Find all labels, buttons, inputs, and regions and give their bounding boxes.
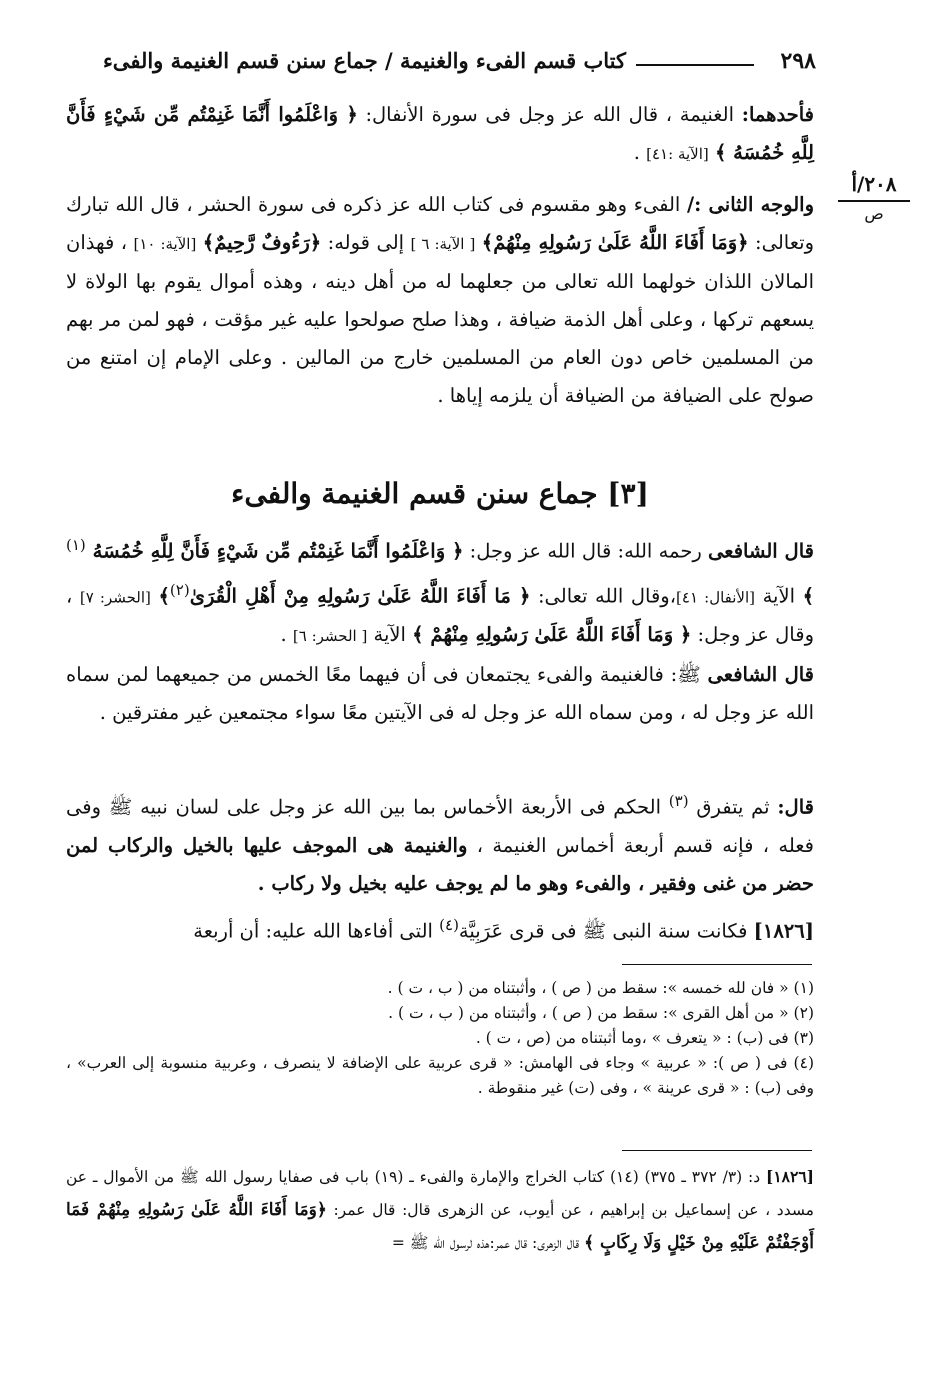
footnote-marker: (٢) <box>169 580 190 599</box>
page-number: ٢٩٨ <box>780 48 816 74</box>
paragraph-text: ، فهذان المالان اللذان خولهما الله تعالى من جعلهما له من أهل دينه ، وهذه أموال يقوم بها الولاة لا يسعهم تركها ، وعلى أهل الذمة ضيافة ، وهذا صلح صولحوا عليه غير مؤقت ، فهو لمن مر بهم من المسلمين خاص دون العام من المسلمين خارج من المالين . وعلى الإمام إن امتنع من صولح على الضيافة من الضيافة أن يلزمه إياها . <box>66 231 814 407</box>
quran-verse: ﴿وَمَا أَفَاءَ اللَّهُ عَلَىٰ رَسُولِهِ مِنْهُمْ فَمَا أَوْجَفْتُمْ عَلَيْهِ مِنْ خَيْلٍ وَلَا رِكَابٍ ﴾ <box>66 1200 814 1253</box>
paragraph-bold-text: والغنيمة هى الموجف عليها بالخيل والركاب لمن حضر من غنى وفقير ، والفىء وهو ما لم يوجف عليه بخيل ولا ركاب . <box>66 833 814 895</box>
paragraph-text: الآية <box>367 623 413 646</box>
paragraph-second-aspect <box>66 186 814 415</box>
hadith-number: [١٨٢٦] <box>753 919 814 943</box>
verse-citation: [ الحشر: ٦] <box>292 627 368 645</box>
takhrij-text: قال الزهرى: قال عمر:هذه لرسول الله ﷺ = <box>391 1234 585 1252</box>
footnote-separator <box>622 964 812 965</box>
paragraph-text: ثم يتفرق <box>688 795 778 819</box>
footnote: (٤) فى ( ص ): « عربية » وجاء فى الهامش: « قرى عربية على الإضافة لا ينصرف ، وعربية منسوبة إلى العرب» ، وفى (ب) : « قرى عرينة » ، وفى (ت) غير منقوطة . <box>66 1054 814 1097</box>
quran-verse: ﴿ وَمَا أَفَاءَ اللَّهُ عَلَىٰ رَسُولِهِ مِنْهُمْ ﴾ <box>412 623 692 646</box>
section-heading: [٣] جماع سنن قسم الغنيمة والفىء <box>231 477 649 510</box>
footnote-marker: (٣) <box>668 792 689 810</box>
paragraph-text: ،وقال الله تعالى: <box>530 584 677 607</box>
manuscript-siglum: ص <box>864 204 884 223</box>
running-title: كتاب قسم الفىء والغنيمة / جماع سنن قسم الغنيمة والفىء <box>102 48 626 73</box>
paragraph-lead: والوجه الثانى :/ <box>687 193 815 216</box>
paragraph-text: : فالغنيمة والفىء يجتمعان فى أن فيهما معًا الخمس من جميعهما لمن سماه الله عز وجل له ، ومن سماه الله عز وجل له فى الآيتين معًا سواء مجتمعين غير مفترقين . <box>66 663 814 724</box>
margin-folio-reference <box>838 172 910 223</box>
page-header <box>75 48 816 84</box>
paragraph-lead: فأحدهما: <box>741 103 814 126</box>
paragraph-text: فكانت سنة النبى ﷺ فى قرى عَرَبِيَّة <box>458 919 754 943</box>
verse-citation: [ الآية: ٦ ] <box>410 235 476 253</box>
folio-rule <box>838 200 910 202</box>
paragraph-text: ، وقال عز وجل: <box>66 584 814 646</box>
verse-citation: [الآية :٤١] <box>646 145 709 163</box>
paragraph-text: الغنيمة ، قال الله عز وجل فى سورة الأنفال: <box>357 103 742 126</box>
paragraph-hadith-1826 <box>66 906 814 951</box>
verse-citation: [الآية: ١٠] <box>133 235 197 253</box>
quran-verse: ﴿رَءُوفٌ رَّحِيمٌ﴾ <box>202 231 322 254</box>
paragraph-text: التى أفاءها الله عليه: أن أربعة <box>193 919 440 943</box>
paragraph-end: . <box>280 623 293 646</box>
paragraph-shafii-ruling <box>66 656 814 732</box>
quran-verse: ﴿وَمَا أَفَاءَ اللَّهُ عَلَىٰ رَسُولِهِ مِنْهُمْ﴾ <box>481 231 749 254</box>
footnote: (١) « فان لله خمسه »: سقط من ( ص ) ، وأثبتناه من ( ب ، ت ) . <box>387 979 814 997</box>
takhrij-number: [١٨٢٦] <box>766 1167 814 1186</box>
paragraph-text: إلى قوله: <box>321 231 411 254</box>
paragraph-text: الآية <box>755 584 803 607</box>
folio-number: ٢٠٨/أ <box>851 172 897 196</box>
takhrij-separator <box>622 1150 812 1151</box>
footnote: (٢) « من أهل القرى »: سقط من ( ص ) ، وأثبتناه من ( ب ، ت ) . <box>388 1004 814 1022</box>
paragraph-distribution <box>66 782 814 903</box>
paragraph-shafii-verses <box>66 526 814 655</box>
quran-verse: ﴿ وَاعْلَمُوا أَنَّمَا غَنِمْتُم مِّن شَيْءٍ فَأَنَّ لِلَّهِ خُمُسَهُ ﴾ <box>66 103 814 164</box>
verse-citation: [الأنفال: ٤١] <box>676 588 756 606</box>
paragraph-first-aspect <box>66 96 814 173</box>
paragraph-text: الحكم فى الأربعة الأخماس بما بين الله عز وجل على لسان نبيه ﷺ وفى فعله ، فإنه قسم أربعة أخماس الغنيمة ، <box>66 795 814 857</box>
paragraph-text: رحمه الله: قال الله عز وجل: <box>463 539 709 563</box>
footnote: (٣) فى (ب) : « يتعرف » ،وما أثبتناه من (ص ، ت ) . <box>475 1029 814 1047</box>
quran-verse: ﴿ وَاعْلَمُوا أَنَّمَا غَنِمْتُم مِّن شَيْءٍ فَأَنَّ لِلَّهِ خُمُسَهُ <box>85 539 464 563</box>
quran-verse-end: ﴾ <box>802 584 814 607</box>
paragraph-lead: قال الشافعى <box>708 539 814 563</box>
takhrij-note <box>66 1160 814 1260</box>
paragraph-lead: قال: <box>777 795 814 819</box>
paragraph-end: . <box>633 141 647 164</box>
honorific: ﷺ <box>677 663 708 686</box>
footnote-marker: (٤) <box>439 916 459 934</box>
footnotes <box>66 976 814 1101</box>
header-rule <box>636 64 754 66</box>
verse-citation: [الحشر: ٧] <box>79 588 151 606</box>
footnote-marker: (١) <box>66 536 86 554</box>
takhrij-text: د: (٣/ ٣٧٢ ـ ٣٧٥) (١٤) كتاب الخراج والإمارة والفىء ـ (١٩) باب فى صفايا رسول الله ﷺ من الأموال ـ عن مسدد ، عن إسماعيل بن إبراهيم ، عن أيوب، عن الزهرى قال: قال عمر: <box>66 1168 814 1219</box>
quran-verse-end: ﴾ <box>158 584 170 607</box>
paragraph-lead: قال الشافعى <box>707 663 815 686</box>
paragraph-text: الفىء وهو مقسوم فى كتاب الله عز ذكره فى سورة الحشر ، قال الله تبارك وتعالى: <box>66 193 814 254</box>
quran-verse: ﴿ مَا أَفَاءَ اللَّهُ عَلَىٰ رَسُولِهِ مِنْ أَهْلِ الْقُرَىٰ <box>189 584 531 607</box>
